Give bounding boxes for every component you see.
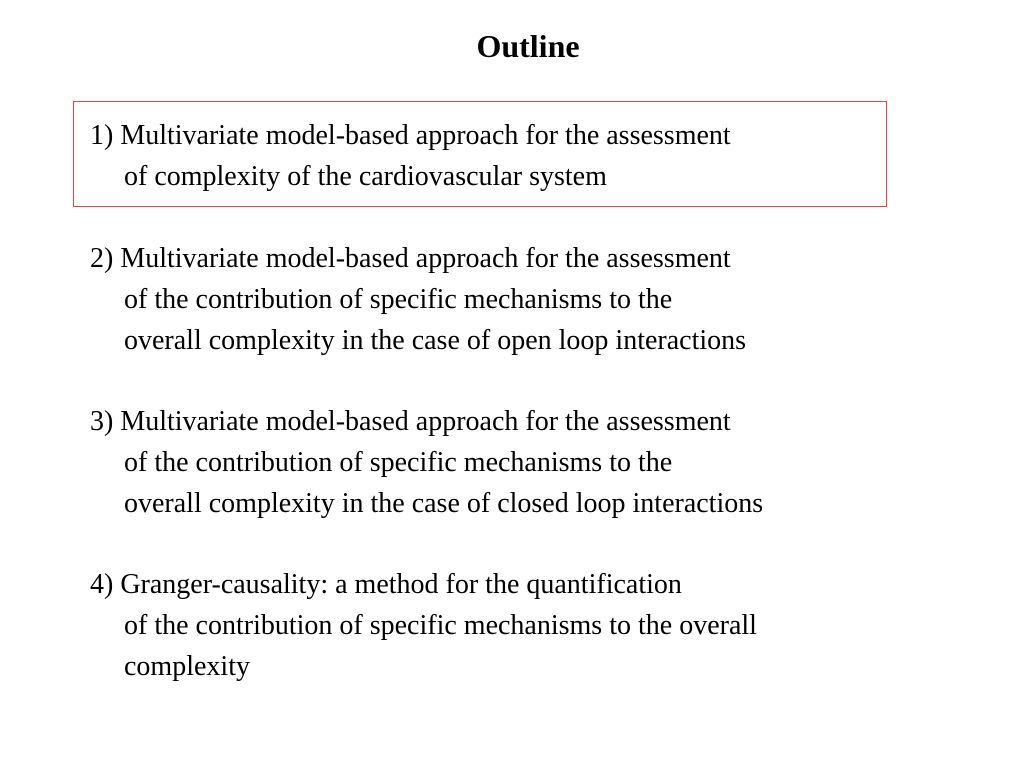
outline-item-line: 4) Granger-causality: a method for the quantification — [90, 569, 682, 600]
outline-item-4 — [90, 564, 757, 687]
outline-item-line: of the contribution of specific mechanisms to the — [124, 284, 673, 315]
outline-item-line: 3) Multivariate model-based approach for the assessment — [90, 406, 731, 437]
outline-item-line: 2) Multivariate model-based approach for the assessment — [90, 243, 731, 274]
slide-title: Outline — [476, 28, 580, 64]
outline-item-line: of the contribution of specific mechanisms to the overall — [124, 610, 757, 641]
outline-item-line: complexity — [124, 651, 250, 682]
outline-item-line: 1) Multivariate model-based approach for the assessment — [90, 120, 731, 151]
outline-item-line: of complexity of the cardiovascular system — [124, 161, 607, 192]
outline-item-3 — [90, 401, 763, 524]
outline-item-line: overall complexity in the case of open loop interactions — [124, 325, 747, 356]
outline-item-line: overall complexity in the case of closed loop interactions — [124, 488, 764, 519]
outline-item-line: of the contribution of specific mechanisms to the — [124, 447, 673, 478]
outline-item-1 — [90, 115, 731, 197]
outline-item-2 — [90, 238, 746, 361]
